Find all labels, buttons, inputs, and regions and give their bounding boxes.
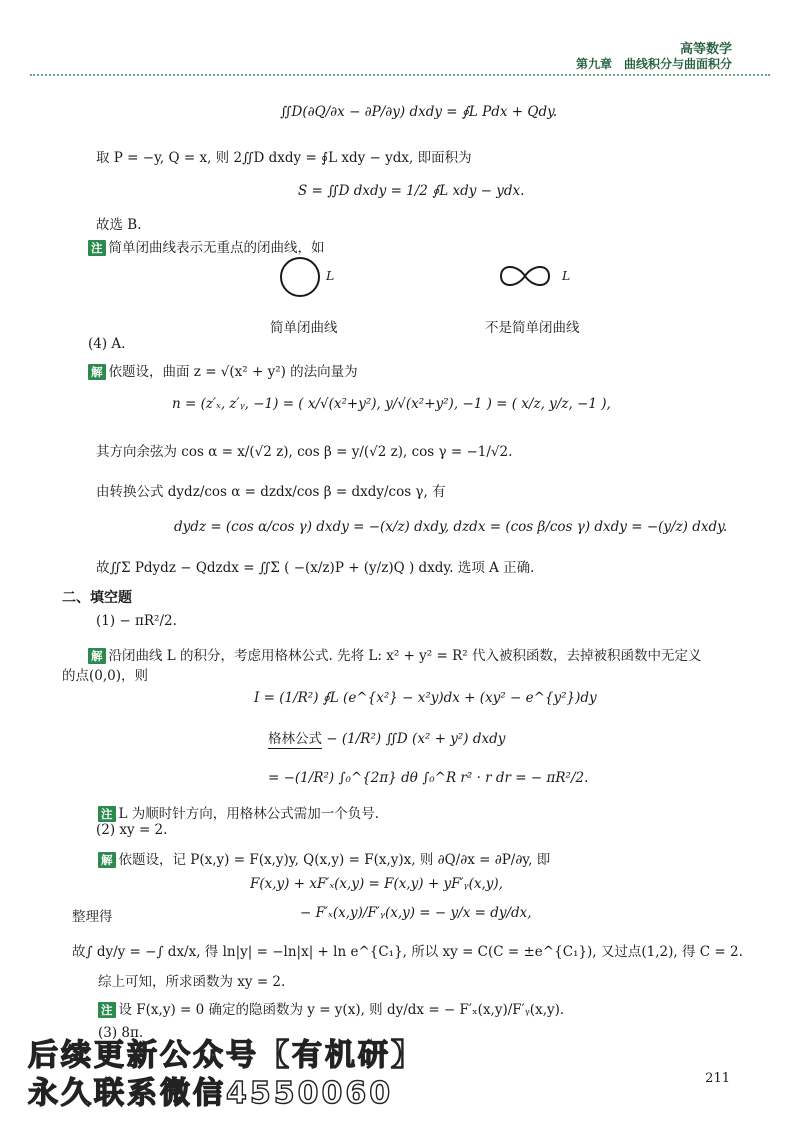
- header-book-title: 高等数学: [679, 42, 732, 57]
- solution-text: 沿闭曲线 L 的积分，考虑用格林公式. 先将 L: x² + y² = R² 代入被积函数，去掉被积函数中无定义: [108, 648, 702, 664]
- section-fill-blank: 二、填空题: [62, 590, 132, 606]
- text-take-p-q: 取 P = −y, Q = x, 则 2∬D dxdy = ∮L xdy − ydx, 即面积为: [96, 150, 472, 166]
- note-text: 简单闭曲线表示无重点的闭曲线，如: [108, 240, 325, 256]
- formula-line-integral: I = (1/R²) ∮L (e^{x²} − x²y)dx + (xy² − e^{y²})dy: [254, 690, 597, 706]
- formula-conversion-intro: 由转换公式 dydz/cos α = dzdx/cos β = dxdy/cos γ, 有: [96, 484, 446, 500]
- answer-4: (4) A.: [88, 336, 126, 352]
- green-formula-label: 格林公式: [268, 731, 322, 747]
- figure-label-l2: L: [562, 268, 571, 283]
- formula-normal-vector: n = (z′ₓ, z′ᵧ, −1) = ( x/√(x²+y²), y/√(x²+y²), −1 ) = ( x/z, y/z, −1 ),: [172, 396, 611, 412]
- figure-eight-curve-figure: [495, 258, 555, 294]
- watermark-line-2: 永久联系微信4550060: [28, 1076, 394, 1111]
- formula-area: S = ∬D dxdy = 1/2 ∮L xdy − ydx.: [298, 183, 525, 199]
- solution-4-intro: [88, 360, 358, 380]
- note-text: 设 F(x,y) = 0 确定的隐函数为 y = y(x), 则 dy/dx = − F′ₓ(x,y)/F′ᵧ(x,y).: [118, 1002, 565, 1018]
- watermark-line-1: 后续更新公众号【有机研】: [28, 1038, 424, 1073]
- note-badge: 注: [88, 240, 106, 256]
- header-divider: [30, 74, 770, 76]
- solution-badge: 解: [88, 648, 106, 664]
- text-choose-b: 故选 B.: [96, 217, 142, 233]
- caption-simple-closed-curve: 简单闭曲线: [270, 320, 338, 336]
- answer-3: (3) 8π.: [98, 1025, 144, 1041]
- page-number: 211: [705, 1071, 730, 1086]
- note-implicit-function: [98, 998, 564, 1018]
- formula-conversion: dydz = (cos α/cos γ) dxdy = −(x/z) dxdy, dzdx = (cos β/cos γ) dxdy = −(y/z) dxdy.: [174, 519, 728, 535]
- formula-green-theorem: ∬D(∂Q/∂x − ∂P/∂y) dxdy = ∮L Pdx + Qdy.: [280, 104, 558, 120]
- formula-partial-eq: F(x,y) + xF′ₓ(x,y) = F(x,y) + yF′ᵧ(x,y),: [250, 876, 503, 892]
- formula-polar: = −(1/R²) ∫₀^{2π} dθ ∫₀^R r² · r dr = − πR²/2.: [268, 770, 589, 786]
- solution-text: 依题设，记 P(x,y) = F(x,y)y, Q(x,y) = F(x,y)x, 则 ∂Q/∂x = ∂P/∂y, 即: [118, 852, 551, 868]
- answer-2: (2) xy = 2.: [96, 822, 168, 838]
- caption-not-simple-closed-curve: 不是简单闭曲线: [485, 320, 580, 336]
- label-rearrange: 整理得: [72, 909, 113, 925]
- figure-label-l1: L: [326, 268, 335, 283]
- note-simple-closed-curve: [88, 236, 325, 256]
- note-text: L 为顺时针方向，用格林公式需加一个负号.: [118, 806, 380, 822]
- green-formula-result: − (1/R²) ∬D (x² + y²) dxdy: [326, 731, 506, 747]
- formula-direction-cosines: 其方向余弦为 cos α = x/(√2 z), cos β = y/(√2 z), cos γ = −1/√2.: [96, 444, 513, 460]
- solution-2-intro: [98, 848, 550, 868]
- solution-badge: 解: [88, 364, 106, 380]
- solution-1-intro: [88, 644, 701, 664]
- formula-ode: − F′ₓ(x,y)/F′ᵧ(x,y) = − y/x = dy/dx,: [300, 905, 532, 921]
- solution-badge: 解: [98, 852, 116, 868]
- text-conclusion: 综上可知，所求函数为 xy = 2.: [98, 974, 286, 990]
- header-chapter-title: 第九章 曲线积分与曲面积分: [575, 57, 732, 71]
- answer-1: (1) − πR²/2.: [96, 613, 177, 629]
- solution-text: 依题设，曲面 z = √(x² + y²) 的法向量为: [108, 364, 358, 380]
- formula-integration: 故∫ dy/y = −∫ dx/x, 得 ln|y| = −ln|x| + ln e^{C₁}, 所以 xy = C(C = ±e^{C₁}), 又过点(1,2), 得 C = 2.: [72, 944, 743, 960]
- note-badge: 注: [98, 1002, 116, 1018]
- formula-green-applied: [268, 727, 505, 747]
- note-badge: 注: [98, 806, 116, 822]
- formula-surface-integral: 故∬Σ Pdydz − Qdzdx = ∬Σ ( −(x/z)P + (y/z)Q ) dxdy. 选项 A 正确.: [96, 560, 535, 576]
- solution-1-cont: 的点(0,0)，则: [62, 668, 149, 684]
- note-clockwise: [98, 802, 379, 822]
